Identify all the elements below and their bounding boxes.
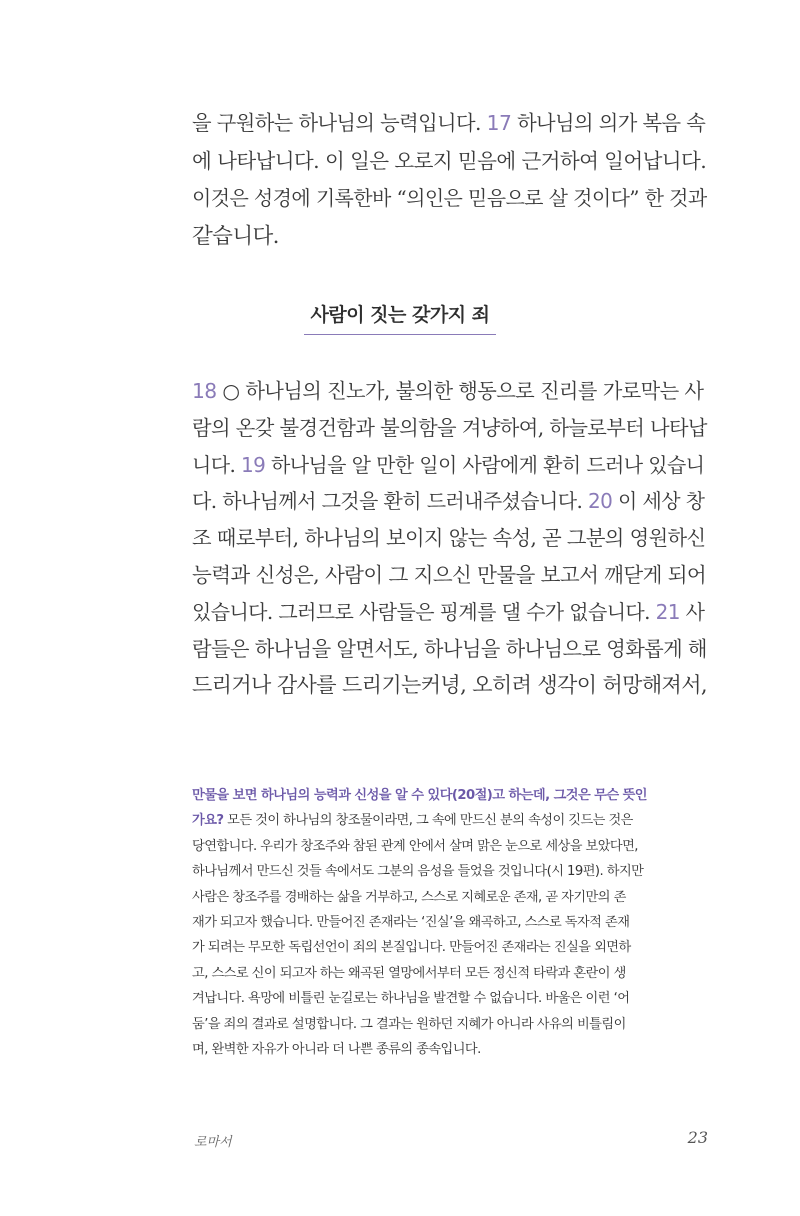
note-line: 당연합니다. 우리가 창조주와 참된 관계 안에서 살며 맑은 눈으로 세상을 보았다면, — [192, 838, 638, 854]
scripture-line: 있습니다. 그러므로 사람들은 핑계를 댈 수가 없습니다. 21 사 — [192, 599, 705, 624]
verse-number: 19 — [240, 452, 266, 477]
scripture-line: 같습니다. — [192, 223, 279, 249]
scripture-line: 에 나타납니다. 이 일은 오로지 믿음에 근거하여 일어납니다. — [192, 148, 707, 173]
verse-number: 18 — [192, 379, 217, 403]
verse-number: 17 — [486, 111, 512, 135]
scripture-line: 다. 하나님께서 그것을 환히 드러내주셨습니다. 20 이 세상 창 — [192, 489, 705, 514]
note-question-end: 가요? — [192, 813, 224, 829]
scripture-line: 능력과 신성은, 사람이 그 지으신 만물을 보고서 깨닫게 되어 — [192, 562, 707, 587]
note-line: 하나님께서 만드신 것들 속에서도 그분의 음성을 들었을 것입니다(시 19편). 하지만 — [192, 864, 644, 880]
scripture-line: 람들은 하나님을 알면서도, 하나님을 하나님으로 영화롭게 해 — [192, 636, 707, 661]
scripture-line: 람의 온갖 불경건함과 불의함을 겨냥하여, 하늘로부터 나타납 — [192, 415, 707, 440]
section-heading-wrap — [0, 300, 800, 335]
note-line: 재가 되고자 했습니다. 만들어진 존재라는 ‘진실’을 왜곡하고, 스스로 독자적 존재 — [192, 915, 630, 931]
scripture-text-upper — [192, 105, 708, 255]
note-line: 둠’을 죄의 결과로 설명합니다. 그 결과는 원하던 지혜가 아니라 사유의 비틀림이 — [192, 1016, 626, 1032]
note-line: 고, 스스로 신이 되고자 하는 왜곡된 열망에서부터 모든 정신적 타락과 혼란이 생 — [192, 965, 626, 981]
running-footer-book-title: 로마서 — [194, 1135, 232, 1150]
commentary-note — [192, 783, 708, 1062]
note-answer-start: 모든 것이 하나님의 창조물이라면, 그 속에 만드신 분의 속성이 깃드는 것은 — [223, 813, 633, 829]
section-heading: 사람이 짓는 갖가지 죄 — [304, 300, 495, 335]
scripture-text-lower — [192, 373, 708, 704]
note-line — [192, 808, 708, 833]
note-line: 사람은 창조주를 경배하는 삶을 거부하고, 스스로 지혜로운 존재, 곧 자기만의 존 — [192, 889, 626, 905]
scripture-line: 18 ○ 하나님의 진노가, 불의한 행동으로 진리를 가로막는 사 — [192, 379, 704, 403]
verse-number: 20 — [587, 489, 613, 514]
verse-number: 21 — [655, 599, 680, 624]
scripture-line: 드리거나 감사를 드리기는커녕, 오히려 생각이 허망해져서, — [192, 673, 707, 698]
scripture-line: 을 구원하는 하나님의 능력입니다. 17 하나님의 의가 복음 속 — [192, 111, 706, 135]
scripture-line: 조 때로부터, 하나님의 보이지 않는 속성, 곧 그분의 영원하신 — [192, 526, 706, 551]
note-line: 며, 완벽한 자유가 아니라 더 나쁜 종류의 종속입니다. — [192, 1042, 481, 1058]
note-question: 만물을 보면 하나님의 능력과 신성을 알 수 있다(20절)고 하는데, 그것은 무슨 뜻인 — [192, 788, 647, 803]
scripture-line: 이것은 성경에 기록한바 “의인은 믿음으로 살 것이다” 한 것과 — [192, 186, 707, 210]
note-line: 겨납니다. 욕망에 비틀린 눈길로는 하나님을 발견할 수 없습니다. 바울은 이런 ‘어 — [192, 991, 630, 1007]
page-number: 23 — [687, 1128, 708, 1147]
scripture-line: 니다. 19 하나님을 알 만한 일이 사람에게 환히 드러나 있습니 — [192, 452, 705, 477]
note-line: 가 되려는 무모한 독립선언이 죄의 본질입니다. 만들어진 존재라는 진실을 외면하 — [192, 940, 631, 956]
